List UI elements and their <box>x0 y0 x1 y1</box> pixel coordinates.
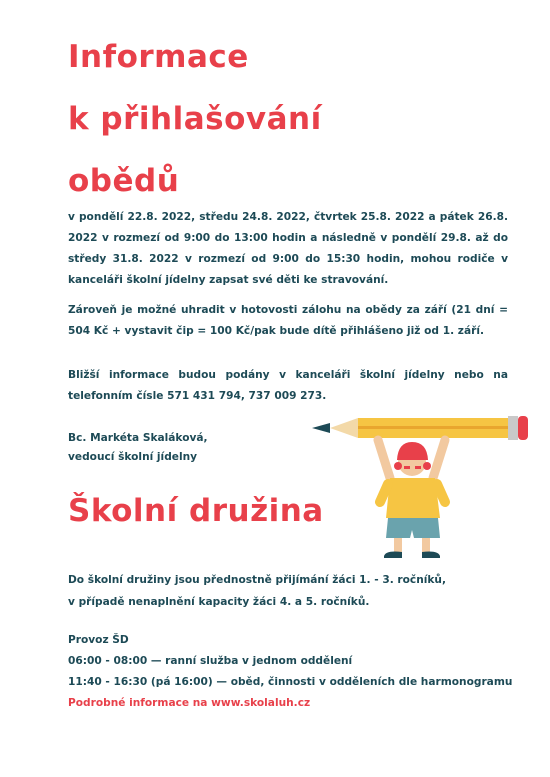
signature-role: vedoucí školní jídelny <box>68 451 198 463</box>
pencil-icon <box>312 416 528 440</box>
druzina-admission-line-1: Do školní družiny jsou přednostně přijímání žáci 1. - 3. ročníků, <box>68 574 446 586</box>
signature-name: Bc. Markéta Skaláková, <box>68 432 208 444</box>
title-line-prihlasovani: k přihlašování <box>68 101 322 137</box>
provoz-morning-time: 06:00 - 08:00 — ranní služba v jednom oddělení <box>68 655 353 667</box>
title-line-obedu: obědů <box>68 163 180 199</box>
druzina-admission-line-2: v případě nenaplnění kapacity žáci 4. a 5. ročníků. <box>68 596 370 608</box>
more-info-link[interactable]: Podrobné informace na www.skolaluh.cz <box>68 697 311 709</box>
provoz-afternoon-time: 11:40 - 16:30 (pá 16:00) — oběd, činnosti v odděleních dle harmonogramu <box>68 676 513 688</box>
druzina-heading: Školní družina <box>68 493 324 529</box>
lunch-payment-paragraph: Zároveň je možné uhradit v hotovosti zálohu na obědy za září (21 dní = 504 Kč + vystavit čip = 100 Kč/pak bude dítě přihlášeno již od 1. září. <box>68 304 508 337</box>
provoz-title: Provoz ŠD <box>68 634 129 646</box>
child-holding-pencil-icon <box>300 400 530 575</box>
lunch-registration-paragraph: v pondělí 22.8. 2022, středu 24.8. 2022, čtvrtek 25.8. 2022 a pátek 26.8. 2022 v rozmezí od 9:00 do 13:00 hodin a následně v pondělí 29.8. až do středy 31.8. 2022 v rozmezí od 9:00 do 15:30 hodin, mohou rodiče v kanceláři školní jídelny zapsat své děti ke stravování. <box>68 211 508 286</box>
title-line-informace: Informace <box>68 39 249 75</box>
lunch-contact-paragraph: Bližší informace budou podány v kanceláři školní jídelny nebo na telefonním čísle 571 431 794, 737 009 273. <box>68 369 508 402</box>
